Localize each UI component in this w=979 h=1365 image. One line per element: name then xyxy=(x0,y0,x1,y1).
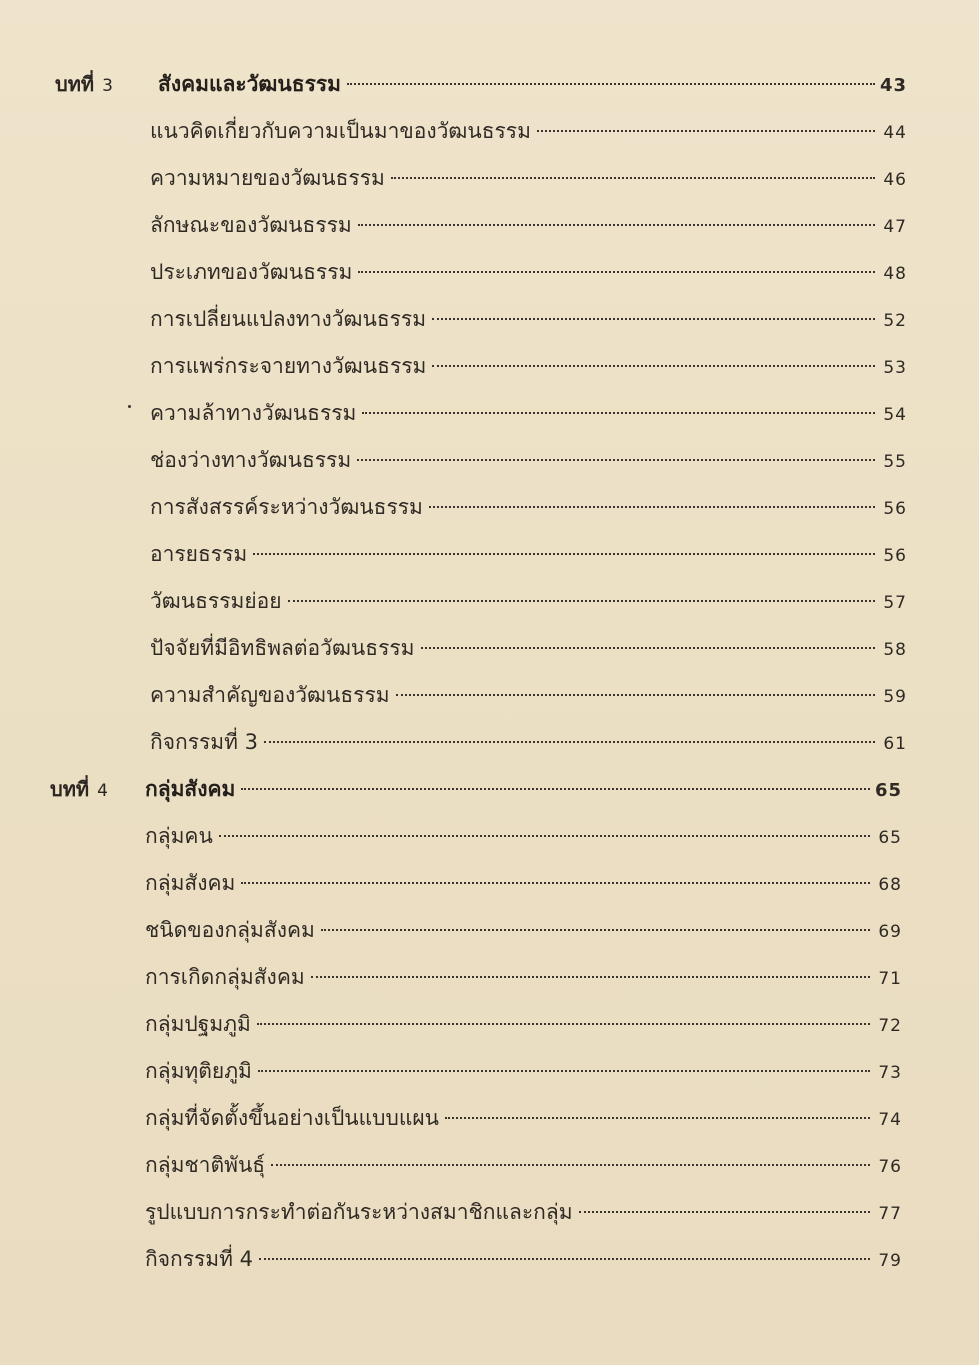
section-title: กิจกรรมที่ 4 xyxy=(145,1247,254,1271)
page-number: 71 xyxy=(878,969,902,989)
toc-row xyxy=(0,487,979,527)
section-title: กลุ่มที่จัดตั้งขึ้นอย่างเป็นแบบแผน xyxy=(145,1106,440,1130)
toc-row xyxy=(0,205,979,245)
toc-entry[interactable] xyxy=(150,722,907,762)
page-number: 47 xyxy=(883,217,907,237)
toc-entry[interactable] xyxy=(150,111,907,151)
section-title: กลุ่มทุติยภูมิ xyxy=(145,1059,252,1083)
toc-entry[interactable] xyxy=(145,769,902,809)
toc-row xyxy=(0,910,979,950)
toc-entry[interactable] xyxy=(145,1051,902,1091)
toc-entry[interactable] xyxy=(150,487,907,527)
dot-leader xyxy=(391,175,875,179)
page-number: 72 xyxy=(878,1016,902,1036)
dot-leader xyxy=(241,880,870,884)
page-number: 79 xyxy=(878,1251,902,1271)
page-number: 59 xyxy=(883,687,907,707)
toc-row xyxy=(0,957,979,997)
page-number: 56 xyxy=(883,499,907,519)
chapter-word: บทที่ xyxy=(55,72,95,96)
section-title: ปัจจัยที่มีอิทธิพลต่อวัฒนธรรม xyxy=(150,636,415,660)
page-number: 55 xyxy=(883,452,907,472)
toc-entry[interactable] xyxy=(145,1239,902,1279)
dot-leader xyxy=(537,128,875,132)
toc-entry[interactable] xyxy=(150,581,907,621)
toc-row xyxy=(0,1145,979,1185)
toc-row xyxy=(0,863,979,903)
dot-leader xyxy=(219,833,870,837)
page-number: 54 xyxy=(883,405,907,425)
toc-row xyxy=(0,393,979,433)
dot-leader xyxy=(396,692,875,696)
chapter-title: สังคมและวัฒนธรรม xyxy=(158,72,341,96)
page-number: 56 xyxy=(883,546,907,566)
page-number: 43 xyxy=(879,75,907,96)
page-number: 52 xyxy=(883,311,907,331)
toc-row xyxy=(0,1051,979,1091)
toc-entry[interactable] xyxy=(150,252,907,292)
page-number: 76 xyxy=(878,1157,902,1177)
toc-row xyxy=(0,722,979,762)
page-number: 74 xyxy=(878,1110,902,1130)
section-title: กิจกรรมที่ 3 xyxy=(150,730,259,754)
section-title: ช่องว่างทางวัฒนธรรม xyxy=(150,448,352,472)
toc-entry[interactable] xyxy=(145,1098,902,1138)
toc-entry[interactable] xyxy=(145,957,902,997)
dot-leader xyxy=(432,316,875,320)
page-number: 58 xyxy=(883,640,907,660)
toc-entry[interactable] xyxy=(145,1004,902,1044)
dot-leader xyxy=(358,269,875,273)
section-title: กลุ่มคน xyxy=(145,824,213,848)
toc-row xyxy=(0,252,979,292)
dot-leader xyxy=(321,927,870,931)
toc-row xyxy=(0,628,979,668)
toc-entry[interactable] xyxy=(145,1192,902,1232)
toc-row xyxy=(0,1004,979,1044)
toc-entry[interactable] xyxy=(150,534,907,574)
dot-leader xyxy=(241,786,870,790)
section-title: แนวคิดเกี่ยวกับความเป็นมาของวัฒนธรรม xyxy=(150,119,531,143)
toc-chapter-3 xyxy=(0,64,979,104)
dot-leader xyxy=(429,504,875,508)
page-number: 73 xyxy=(878,1063,902,1083)
dot-leader xyxy=(258,1068,870,1072)
dot-leader xyxy=(347,81,875,85)
toc-row xyxy=(0,581,979,621)
section-title: วัฒนธรรมย่อย xyxy=(150,589,282,613)
toc-entry[interactable] xyxy=(150,346,907,386)
toc-row xyxy=(0,816,979,856)
section-title: รูปแบบการกระทำต่อกันระหว่างสมาชิกและกลุ่ม xyxy=(145,1200,573,1224)
section-title: การเปลี่ยนแปลงทางวัฒนธรรม xyxy=(150,307,427,331)
toc-row xyxy=(0,675,979,715)
section-title: การแพร่กระจายทางวัฒนธรรม xyxy=(150,354,427,378)
toc-entry[interactable] xyxy=(150,440,907,480)
toc-row xyxy=(0,1192,979,1232)
toc-row xyxy=(0,111,979,151)
dot-leader xyxy=(579,1209,870,1213)
page-number: 44 xyxy=(883,123,907,143)
dot-leader xyxy=(311,974,870,978)
dot-leader xyxy=(271,1162,870,1166)
print-speck xyxy=(128,405,131,408)
toc-chapter-4 xyxy=(0,769,979,809)
dot-leader xyxy=(358,222,875,226)
page-number: 57 xyxy=(883,593,907,613)
section-title: ความล้าทางวัฒนธรรม xyxy=(150,401,357,425)
section-title: การสังสรรค์ระหว่างวัฒนธรรม xyxy=(150,495,423,519)
section-title: ความหมายของวัฒนธรรม xyxy=(150,166,385,190)
toc-entry[interactable] xyxy=(150,393,907,433)
dot-leader xyxy=(288,598,875,602)
section-title: ชนิดของกลุ่มสังคม xyxy=(145,918,315,942)
page-number: 61 xyxy=(883,734,907,754)
toc-row xyxy=(0,1098,979,1138)
dot-leader xyxy=(357,457,875,461)
toc-row xyxy=(0,1239,979,1279)
toc-entry[interactable] xyxy=(150,205,907,245)
chapter-number: 3 xyxy=(102,76,113,96)
page-number: 65 xyxy=(878,828,902,848)
toc-entry[interactable] xyxy=(158,64,907,104)
toc-entry[interactable] xyxy=(150,299,907,339)
section-title: กลุ่มสังคม xyxy=(145,871,236,895)
toc-row xyxy=(0,299,979,339)
section-title: กลุ่มปฐมภูมิ xyxy=(145,1012,251,1036)
chapter-word: บทที่ xyxy=(50,777,90,801)
toc-entry[interactable] xyxy=(145,863,902,903)
dot-leader xyxy=(421,645,876,649)
page-number: 69 xyxy=(878,922,902,942)
page-number: 77 xyxy=(878,1204,902,1224)
dot-leader xyxy=(445,1115,870,1119)
toc-row xyxy=(0,158,979,198)
page-number: 48 xyxy=(883,264,907,284)
chapter-label xyxy=(55,68,113,100)
toc-row xyxy=(0,534,979,574)
toc-row xyxy=(0,440,979,480)
section-title: ประเภทของวัฒนธรรม xyxy=(150,260,353,284)
section-title: อารยธรรม xyxy=(150,542,248,566)
toc-entry[interactable] xyxy=(145,816,902,856)
dot-leader xyxy=(259,1256,870,1260)
toc-row xyxy=(0,346,979,386)
dot-leader xyxy=(264,739,875,743)
dot-leader xyxy=(432,363,875,367)
page-number: 68 xyxy=(878,875,902,895)
section-title: การเกิดกลุ่มสังคม xyxy=(145,965,305,989)
toc-entry[interactable] xyxy=(145,910,902,950)
toc-entry[interactable] xyxy=(145,1145,902,1185)
section-title: ลักษณะของวัฒนธรรม xyxy=(150,213,352,237)
section-title: ความสำคัญของวัฒนธรรม xyxy=(150,683,390,707)
toc-entry[interactable] xyxy=(150,675,907,715)
dot-leader xyxy=(257,1021,870,1025)
page-number: 53 xyxy=(883,358,907,378)
chapter-label xyxy=(50,773,108,805)
chapter-title: กลุ่มสังคม xyxy=(145,777,236,801)
toc-entry[interactable] xyxy=(150,628,907,668)
page-number: 46 xyxy=(883,170,907,190)
section-title: กลุ่มชาติพันธุ์ xyxy=(145,1153,266,1177)
toc-entry[interactable] xyxy=(150,158,907,198)
chapter-number: 4 xyxy=(97,781,108,801)
dot-leader xyxy=(253,551,875,555)
dot-leader xyxy=(362,410,875,414)
page-number: 65 xyxy=(874,780,902,801)
